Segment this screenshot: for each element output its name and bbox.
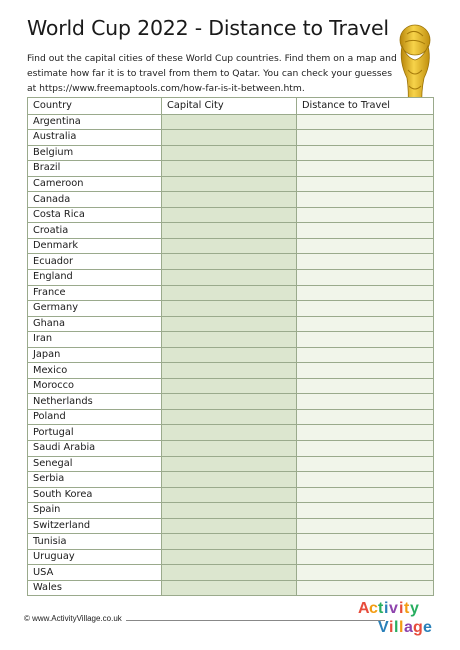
capital-city-cell[interactable]: [162, 456, 297, 472]
distance-cell[interactable]: [297, 269, 434, 285]
capital-city-cell[interactable]: [162, 223, 297, 239]
country-cell: Croatia: [28, 223, 162, 239]
capital-city-cell[interactable]: [162, 425, 297, 441]
svg-text:A: A: [358, 600, 370, 617]
table-row: [28, 487, 434, 503]
country-cell: Morocco: [28, 378, 162, 394]
svg-text:g: g: [413, 619, 423, 636]
capital-city-cell[interactable]: [162, 580, 297, 596]
country-cell: France: [28, 285, 162, 301]
capital-city-cell[interactable]: [162, 487, 297, 503]
country-cell: Tunisia: [28, 534, 162, 550]
svg-text:V: V: [378, 619, 389, 636]
table-row: [28, 223, 434, 239]
distance-cell[interactable]: [297, 456, 434, 472]
capital-city-cell[interactable]: [162, 238, 297, 254]
distance-cell[interactable]: [297, 301, 434, 317]
table-row: [28, 456, 434, 472]
svg-text:c: c: [369, 600, 378, 617]
distance-cell[interactable]: [297, 161, 434, 177]
country-cell: Canada: [28, 192, 162, 208]
country-cell: Saudi Arabia: [28, 440, 162, 456]
table-row: [28, 440, 434, 456]
table-row: [28, 207, 434, 223]
capital-city-cell[interactable]: [162, 269, 297, 285]
country-cell: Denmark: [28, 238, 162, 254]
table-row: [28, 285, 434, 301]
capital-city-cell[interactable]: [162, 472, 297, 488]
table-row: [28, 316, 434, 332]
country-cell: Serbia: [28, 472, 162, 488]
country-cell: England: [28, 269, 162, 285]
country-cell: Senegal: [28, 456, 162, 472]
capital-city-cell[interactable]: [162, 332, 297, 348]
svg-text:i: i: [399, 600, 404, 617]
country-cell: Brazil: [28, 161, 162, 177]
column-header-capital-city: Capital City: [162, 98, 297, 115]
table-row: [28, 534, 434, 550]
distance-cell[interactable]: [297, 394, 434, 410]
table-row: [28, 378, 434, 394]
table-row: [28, 114, 434, 130]
capital-city-cell[interactable]: [162, 114, 297, 130]
capital-city-cell[interactable]: [162, 565, 297, 581]
capital-city-cell[interactable]: [162, 534, 297, 550]
column-header-distance: Distance to Travel: [297, 98, 434, 115]
distance-cell[interactable]: [297, 285, 434, 301]
distance-cell[interactable]: [297, 114, 434, 130]
distance-cell[interactable]: [297, 565, 434, 581]
table-row: [28, 301, 434, 317]
country-cell: South Korea: [28, 487, 162, 503]
country-cell: Uruguay: [28, 549, 162, 565]
copyright-credit: © www.ActivityVillage.co.uk: [24, 614, 126, 623]
table-row: [28, 549, 434, 565]
distance-cell[interactable]: [297, 130, 434, 146]
country-cell: Wales: [28, 580, 162, 596]
capital-city-cell[interactable]: [162, 394, 297, 410]
country-cell: Ecuador: [28, 254, 162, 270]
table-row: [28, 145, 434, 161]
table-row: [28, 409, 434, 425]
country-cell: Germany: [28, 301, 162, 317]
capital-city-cell[interactable]: [162, 176, 297, 192]
country-cell: Costa Rica: [28, 207, 162, 223]
capital-city-cell[interactable]: [162, 363, 297, 379]
svg-text:t: t: [404, 600, 410, 617]
table-row: [28, 254, 434, 270]
capital-city-cell[interactable]: [162, 409, 297, 425]
capital-city-cell[interactable]: [162, 440, 297, 456]
distance-cell[interactable]: [297, 472, 434, 488]
capital-city-cell[interactable]: [162, 549, 297, 565]
column-header-country: Country: [28, 98, 162, 115]
svg-text:l: l: [399, 619, 404, 636]
distance-cell[interactable]: [297, 238, 434, 254]
table-header-row: [28, 98, 434, 115]
table-row: [28, 192, 434, 208]
country-cell: USA: [28, 565, 162, 581]
distance-cell[interactable]: [297, 332, 434, 348]
svg-text:i: i: [384, 600, 389, 617]
country-cell: Belgium: [28, 145, 162, 161]
svg-text:e: e: [423, 619, 432, 636]
table-row: [28, 503, 434, 519]
svg-text:t: t: [378, 600, 384, 617]
svg-text:i: i: [389, 619, 394, 636]
table-row: [28, 176, 434, 192]
distance-cell[interactable]: [297, 425, 434, 441]
svg-text:y: y: [410, 600, 419, 617]
page-title: World Cup 2022 - Distance to Travel: [27, 16, 389, 40]
country-cell: Australia: [28, 130, 162, 146]
country-cell: Poland: [28, 409, 162, 425]
distance-cell[interactable]: [297, 316, 434, 332]
country-cell: Iran: [28, 332, 162, 348]
table-row: [28, 130, 434, 146]
capital-city-cell[interactable]: [162, 207, 297, 223]
capital-city-cell[interactable]: [162, 503, 297, 519]
country-cell: Netherlands: [28, 394, 162, 410]
distance-cell[interactable]: [297, 207, 434, 223]
table-row: [28, 161, 434, 177]
svg-text:v: v: [389, 600, 398, 617]
capital-city-cell[interactable]: [162, 130, 297, 146]
country-cell: Argentina: [28, 114, 162, 130]
distance-cell[interactable]: [297, 487, 434, 503]
country-cell: Ghana: [28, 316, 162, 332]
country-cell: Japan: [28, 347, 162, 363]
table-row: [28, 332, 434, 348]
table-row: [28, 394, 434, 410]
capital-city-cell[interactable]: [162, 378, 297, 394]
capital-city-cell[interactable]: [162, 145, 297, 161]
distance-cell[interactable]: [297, 347, 434, 363]
country-cell: Spain: [28, 503, 162, 519]
table-row: [28, 269, 434, 285]
table-row: [28, 472, 434, 488]
distance-cell[interactable]: [297, 549, 434, 565]
distance-cell[interactable]: [297, 363, 434, 379]
distance-cell[interactable]: [297, 534, 434, 550]
distance-cell[interactable]: [297, 518, 434, 534]
distance-cell[interactable]: [297, 145, 434, 161]
svg-text:a: a: [404, 619, 413, 636]
table-row: [28, 347, 434, 363]
country-cell: Mexico: [28, 363, 162, 379]
capital-city-cell[interactable]: [162, 347, 297, 363]
capital-city-cell[interactable]: [162, 192, 297, 208]
country-cell: Portugal: [28, 425, 162, 441]
distance-cell[interactable]: [297, 378, 434, 394]
svg-text:l: l: [394, 619, 399, 636]
capital-city-cell[interactable]: [162, 254, 297, 270]
distance-cell[interactable]: [297, 176, 434, 192]
countries-table: [27, 97, 434, 596]
distance-cell[interactable]: [297, 223, 434, 239]
table-row: [28, 565, 434, 581]
distance-cell[interactable]: [297, 580, 434, 596]
capital-city-cell[interactable]: [162, 285, 297, 301]
capital-city-cell[interactable]: [162, 301, 297, 317]
country-cell: Cameroon: [28, 176, 162, 192]
instructions-text: Find out the capital cities of these World Cup countries. Find them on a map and estimate how far it is to travel from them to Qatar. You can check your guesses at https://www.freemaptools.com/how-far-is-it-between.htm.: [27, 53, 397, 94]
table-row: [28, 425, 434, 441]
distance-cell[interactable]: [297, 440, 434, 456]
table-row: [28, 363, 434, 379]
table-row: [28, 518, 434, 534]
distance-cell[interactable]: [297, 192, 434, 208]
capital-city-cell[interactable]: [162, 316, 297, 332]
distance-cell[interactable]: [297, 503, 434, 519]
distance-cell[interactable]: [297, 254, 434, 270]
country-cell: Switzerland: [28, 518, 162, 534]
table-row: [28, 580, 434, 596]
activity-village-logo: [356, 596, 440, 636]
capital-city-cell[interactable]: [162, 161, 297, 177]
table-row: [28, 238, 434, 254]
capital-city-cell[interactable]: [162, 518, 297, 534]
distance-cell[interactable]: [297, 409, 434, 425]
